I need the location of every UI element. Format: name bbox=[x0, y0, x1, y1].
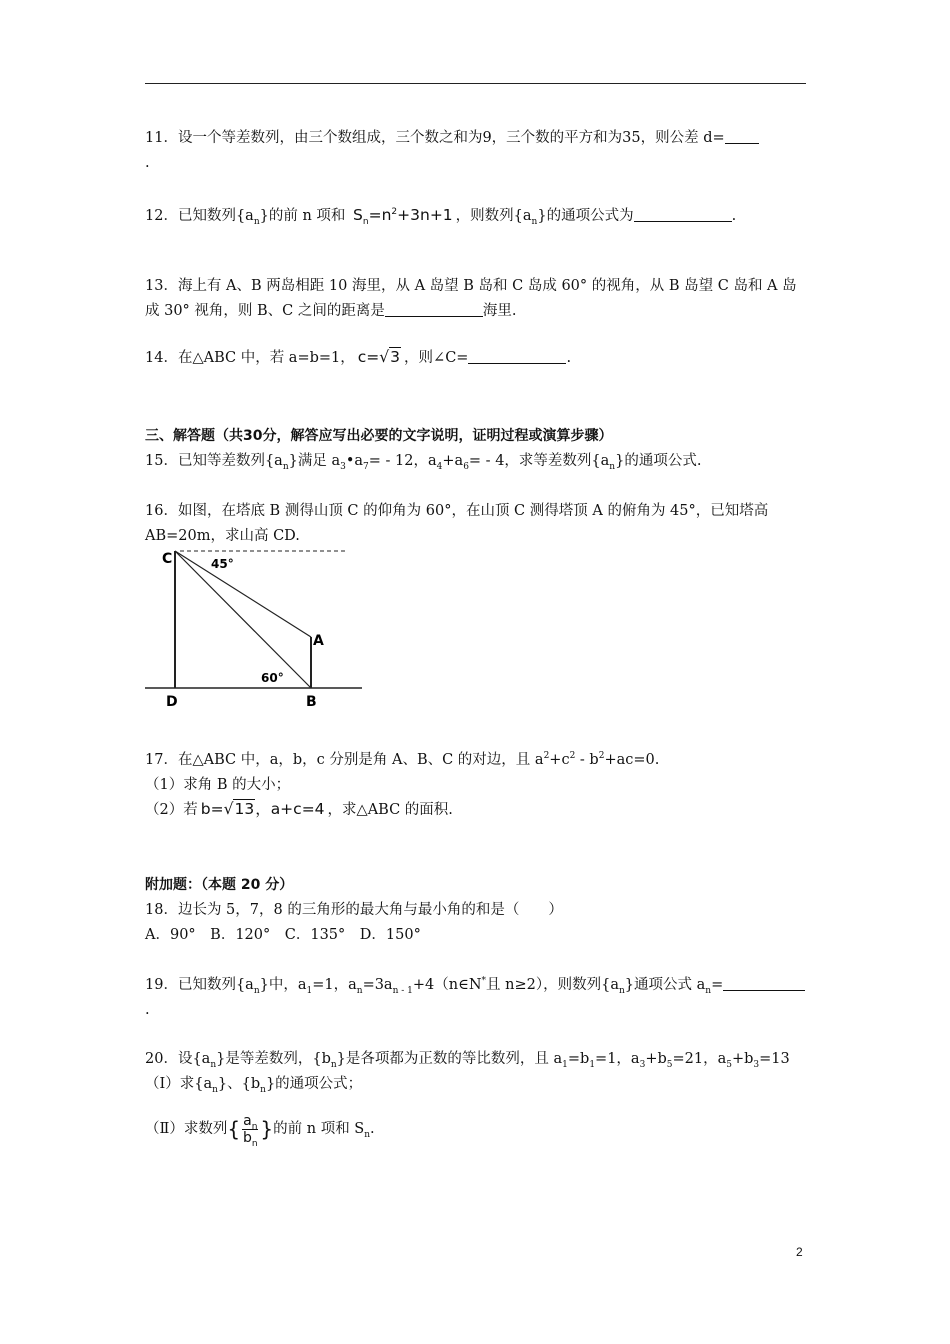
angle-45-label: 45° bbox=[211, 557, 234, 571]
answer-blank bbox=[634, 207, 732, 222]
question-20: 20．设$\{a_n\}$是等差数列，$\{b_n\}$是各项都为正数的等比数列，且 $a_1=b_1=1$，$a_3+b_5=21$，$a_5+b_3=13$ bbox=[145, 1051, 790, 1070]
question-19: 19．已知数列$\{a_n\}$中，$a_1=1$，$a_n=3a_{n - 1}+4(n\in N^*$且 n≥2），则数列$\{a_n\}$通项公式 $a_n=$ bbox=[145, 975, 805, 995]
mountain-tower-figure bbox=[140, 545, 375, 715]
question-13-line2: 成 30° 视角，则 B、C 之间的距离是 海里. bbox=[145, 303, 517, 319]
angle-60-label: 60° bbox=[261, 671, 284, 685]
line-ca bbox=[175, 551, 311, 637]
answer-blank bbox=[723, 976, 805, 991]
label-a: A bbox=[313, 633, 324, 649]
label-d: D bbox=[166, 694, 178, 710]
section-heading: 三、解答题（共30分，解答应写出必要的文字说明，证明过程或演算步骤） bbox=[145, 428, 613, 444]
question-18: 18．边长为 5，7，8 的三角形的最大角与最小角的和是（ ） bbox=[145, 902, 563, 918]
question-11-text: 11．设一个等差数列，由三个数组成，三个数之和为9，三个数的平方和为35，则公差 d= bbox=[145, 130, 725, 146]
extra-heading: 附加题：（本题 20 分） bbox=[145, 877, 294, 893]
label-b: B bbox=[306, 694, 317, 710]
sum-formula: $S_n=n^2+3n+1$ bbox=[353, 206, 453, 228]
question-19-end: . bbox=[145, 1002, 150, 1018]
an-over-bn-fraction: $\frac{a_n}{b_n}$ bbox=[242, 1112, 258, 1149]
answer-blank bbox=[725, 129, 759, 144]
question-17-part2: （2）若 b=√13，a+c=4 ，求△ABC 的面积. bbox=[145, 800, 453, 818]
question-17: 17．在△ABC 中，a，b，c 分别是角 A、B、C 的对边，且 $a^2+c^2 - b^2+ac=0$. bbox=[145, 751, 660, 768]
question-18-options: A．90° B．120° C．135° D．150° bbox=[145, 927, 421, 943]
line-cb bbox=[175, 551, 311, 688]
b-formula: b=√13，a+c=4 bbox=[200, 800, 325, 818]
question-14: 14．在△ABC 中，若 a=b=1， c=√3 ，则∠C= . bbox=[145, 348, 572, 366]
page-number: 2 bbox=[796, 1245, 803, 1259]
answer-blank bbox=[385, 302, 483, 317]
header-rule bbox=[145, 83, 806, 84]
label-c: C bbox=[162, 551, 173, 567]
question-17-part1: （1）求角 B 的大小； bbox=[145, 777, 291, 793]
question-16-line1: 16．如图，在塔底 B 测得山顶 C 的仰角为 60°，在山顶 C 测得塔顶 A 的俯角为 45°，已知塔高 bbox=[145, 503, 769, 519]
question-16-line2: AB=20m，求山高 CD. bbox=[145, 528, 300, 544]
question-11-end: . bbox=[145, 155, 150, 171]
question-15: 15．已知等差数列$\{a_n\}$满足 $a_3•a_7= - 12$，$a_4+a_6= - 4$，求等差数列$\{a_n\}$的通项公式. bbox=[145, 453, 702, 472]
answer-blank bbox=[468, 349, 566, 364]
question-20-part2: （Ⅱ）求数列{ $\frac{a_n}{b_n}$ }的前 n 项和 $S_n$. bbox=[145, 1112, 375, 1149]
question-20-part1: （Ⅰ）求$\{a_n\}$、$\{b_n\}$的通项公式； bbox=[145, 1076, 363, 1095]
c-formula: c=√3 bbox=[357, 348, 401, 366]
question-11 bbox=[145, 128, 759, 148]
question-12: 12．已知数列$\{a_n\}$的前 n 项和 $S_n=n^2+3n+1$ ，则数列$\{a_n\}$的通项公式为 . bbox=[145, 206, 737, 228]
question-13-line1: 13．海上有 A、B 两岛相距 10 海里，从 A 岛望 B 岛和 C 岛成 60° 的视角，从 B 岛望 C 岛和 A 岛 bbox=[145, 278, 797, 294]
